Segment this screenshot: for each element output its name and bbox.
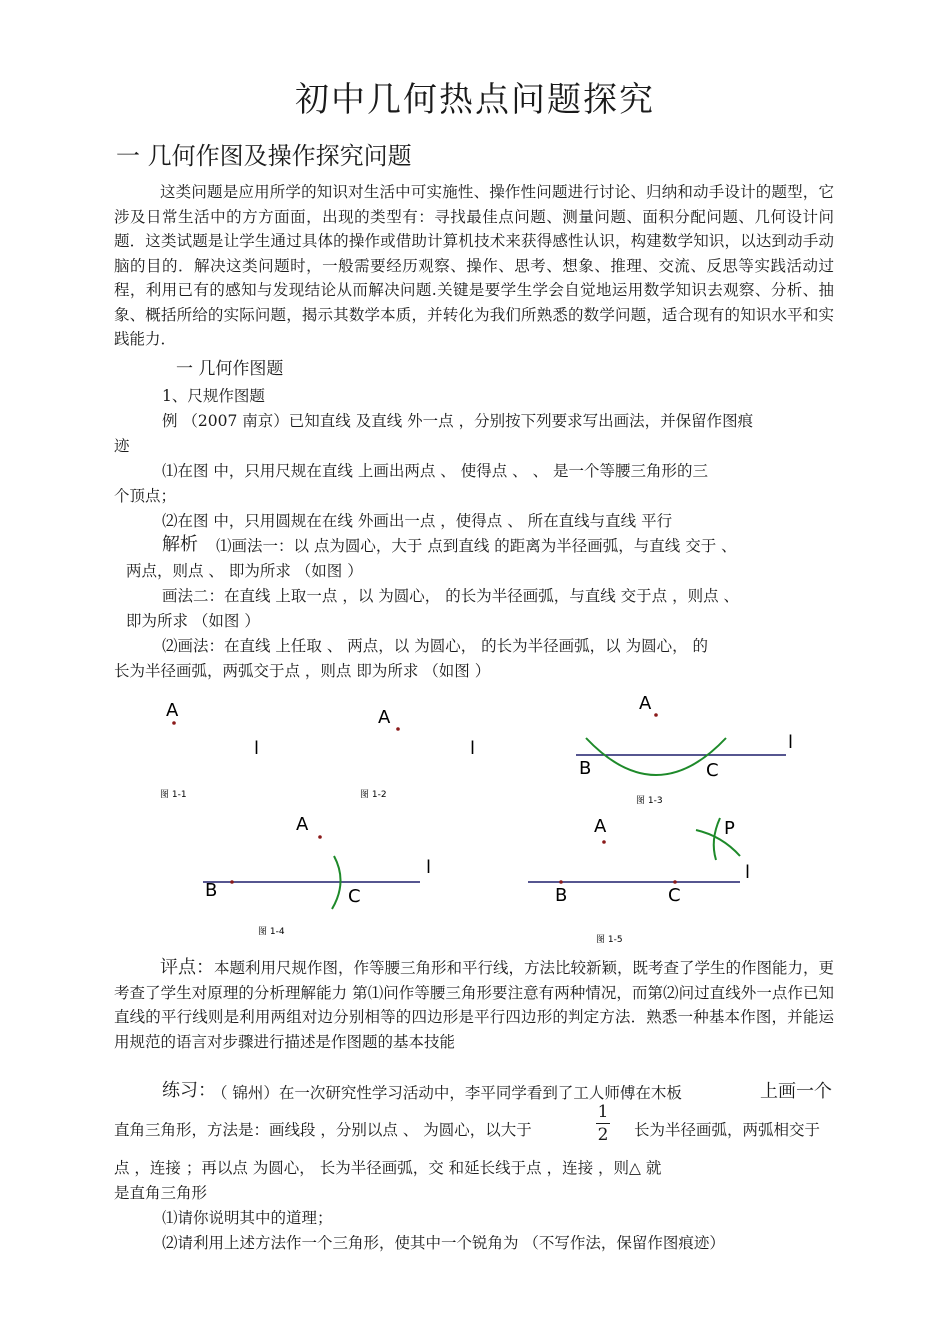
comment-text: 本题利用尺规作图，作等腰三角形和平行线，方法比较新颖，既考查了学生的作图能力，更考查了学生对原理的分析理解能力 第⑴问作等腰三角形要注意有两种情况，而第⑵问过直线外一点作已知直线的平行线则是利用两组对边分别相等的四边形是平行四边形的判定方法．熟悉一种基本作图，并能运用规范的语言对步骤进行描述是作图题的基本技能 [114, 959, 835, 1051]
practice-line-2a: 直角三角形，方法是：画线段 ，分别以点 、 为圆心，以大于 [114, 1121, 532, 1139]
fig2-label-l: l [470, 738, 476, 759]
example-line-2: 迹 [114, 437, 130, 455]
comment-paragraph [114, 956, 834, 1054]
fig5-point-c [673, 880, 677, 884]
fraction-bar [596, 1123, 610, 1124]
fig3-label-a: A [639, 693, 652, 714]
figure-1-1 [160, 700, 259, 800]
solution-2-line-2: 即为所求 （如图 ） [126, 612, 260, 630]
figure-1-3 [576, 693, 793, 806]
question-1-line-1: ⑴在图 中，只用尺规在直线 上画出两点 、 使得点 、 、 是一个等腰三角形的三 [162, 462, 708, 480]
fraction-one-half [596, 1102, 610, 1145]
solution-3-line-1: ⑵画法：在直线 上任取 、 两点，以 为圆心， 的长为半径画弧，以 为圆心， 的 [162, 637, 708, 655]
question-1-line-2: 个顶点； [114, 487, 177, 505]
practice-question-1: ⑴请你说明其中的道理； [162, 1209, 333, 1227]
figure-1-2 [360, 707, 475, 800]
solution-1-line-2: 两点，则点 、 即为所求 （如图 ） [126, 562, 363, 580]
fig4-label-l: l [426, 857, 432, 878]
page-title: 初中几何热点问题探究 [295, 80, 655, 120]
fig1-caption: 图 1-1 [160, 790, 187, 800]
fig3-label-b: B [579, 758, 592, 779]
figures [0, 690, 950, 950]
intro-paragraph: 这类问题是应用所学的知识对生活中可实施性、操作性问题进行讨论、归纳和动手设计的题型，它涉及日常生活中的方方面面，出现的类型有：寻找最佳点问题、测量问题、面积分配问题、几何设计问题．这类试题是让学生通过具体的操作或借助计算机技术来获得感性认识，构建数学知识，以达到动手动脑的目的．解决这类问题时，一般需要经历观察、操作、思考、想象、推理、交流、反思等实践活动过程，利用已有的感知与发现结论从而解决问题.关键是要学生学会自觉地运用数学知识去观察、分析、抽象、概括所给的实际问题，揭示其数学本质，并转化为我们所熟悉的数学问题，适合现有的知识水平和实践能力． [114, 183, 834, 348]
fig1-point-a [172, 721, 176, 725]
subheading: 一 几何作图题 [176, 359, 284, 379]
fig5-label-p: P [724, 818, 735, 839]
comment-label: 评点： [160, 957, 214, 978]
fig5-label-b: B [555, 885, 568, 906]
item-title: 1、尺规作图题 [162, 387, 265, 405]
fig2-point-a [396, 727, 400, 731]
solution-2-line-1: 画法二：在直线 上取一点 ，以 为圆心， 的长为半径画弧，与直线 交于点 ，则点 、 [162, 587, 739, 605]
fig5-caption: 图 1-5 [596, 935, 623, 945]
question-2: ⑵在图 中，只用圆规在在线 外画出一点 ，使得点 、 所在直线与直线 平行 [162, 512, 673, 530]
fig4-label-c: C [348, 886, 361, 907]
fig3-label-c: C [706, 760, 719, 781]
fig4-label-b: B [205, 880, 218, 901]
fig1-label-a: A [166, 700, 179, 721]
practice-line-3: 点 ，连接 ；再以点 为圆心， 长为半径画弧，交 和延长线于点 ，连接 ，则△ 就 [114, 1159, 662, 1177]
practice-line-1a: （ 锦州）在一次研究性学习活动中，李平同学看到了工人师傅在木板 [212, 1084, 682, 1102]
fraction-denominator: 2 [597, 1125, 609, 1145]
figure-1-5 [528, 816, 750, 945]
fig5-point-a [602, 840, 606, 844]
practice-line-4: 是直角三角形 [114, 1184, 208, 1202]
fig3-label-l: l [788, 732, 794, 753]
example-line-1: 例 （2007 南京）已知直线 及直线 外一点 ，分别按下列要求写出画法，并保留作图痕 [162, 412, 754, 430]
fig3-point-a [654, 713, 658, 717]
fig5-label-c: C [668, 885, 681, 906]
fig5-point-b [559, 880, 563, 884]
solution-label: 解析 [162, 534, 198, 555]
fig4-point-a [318, 835, 322, 839]
solution-1-line-1: ⑴画法一：以 点为圆心，大于 点到直线 的距离为半径画弧，与直线 交于 、 [216, 537, 737, 555]
fig3-arc [586, 738, 726, 775]
practice-label: 练习： [162, 1080, 216, 1101]
section-heading: 一 几何作图及操作探究问题 [116, 142, 412, 170]
fig3-caption: 图 1-3 [636, 796, 663, 806]
fig2-label-a: A [378, 707, 391, 728]
practice-line-2b: 长为半径画弧，两弧相交于 [634, 1121, 821, 1139]
figure-1-4 [203, 814, 431, 937]
fig4-label-a: A [296, 814, 309, 835]
fig5-label-l: l [745, 862, 751, 883]
fig2-caption: 图 1-2 [360, 790, 387, 800]
solution-3-line-2: 长为半径画弧，两弧交于点 ，则点 即为所求 （如图 ） [114, 662, 491, 680]
fig1-label-l: l [254, 738, 260, 759]
fig4-point-b [230, 880, 234, 884]
fig4-caption: 图 1-4 [258, 927, 285, 937]
practice-line-1b: 上画一个 [760, 1081, 832, 1102]
practice-question-2: ⑵请利用上述方法作一个三角形，使其中一个锐角为 （不写作法，保留作图痕迹） [162, 1234, 725, 1252]
fig5-label-a: A [594, 816, 607, 837]
fraction-numerator: 1 [597, 1102, 609, 1122]
